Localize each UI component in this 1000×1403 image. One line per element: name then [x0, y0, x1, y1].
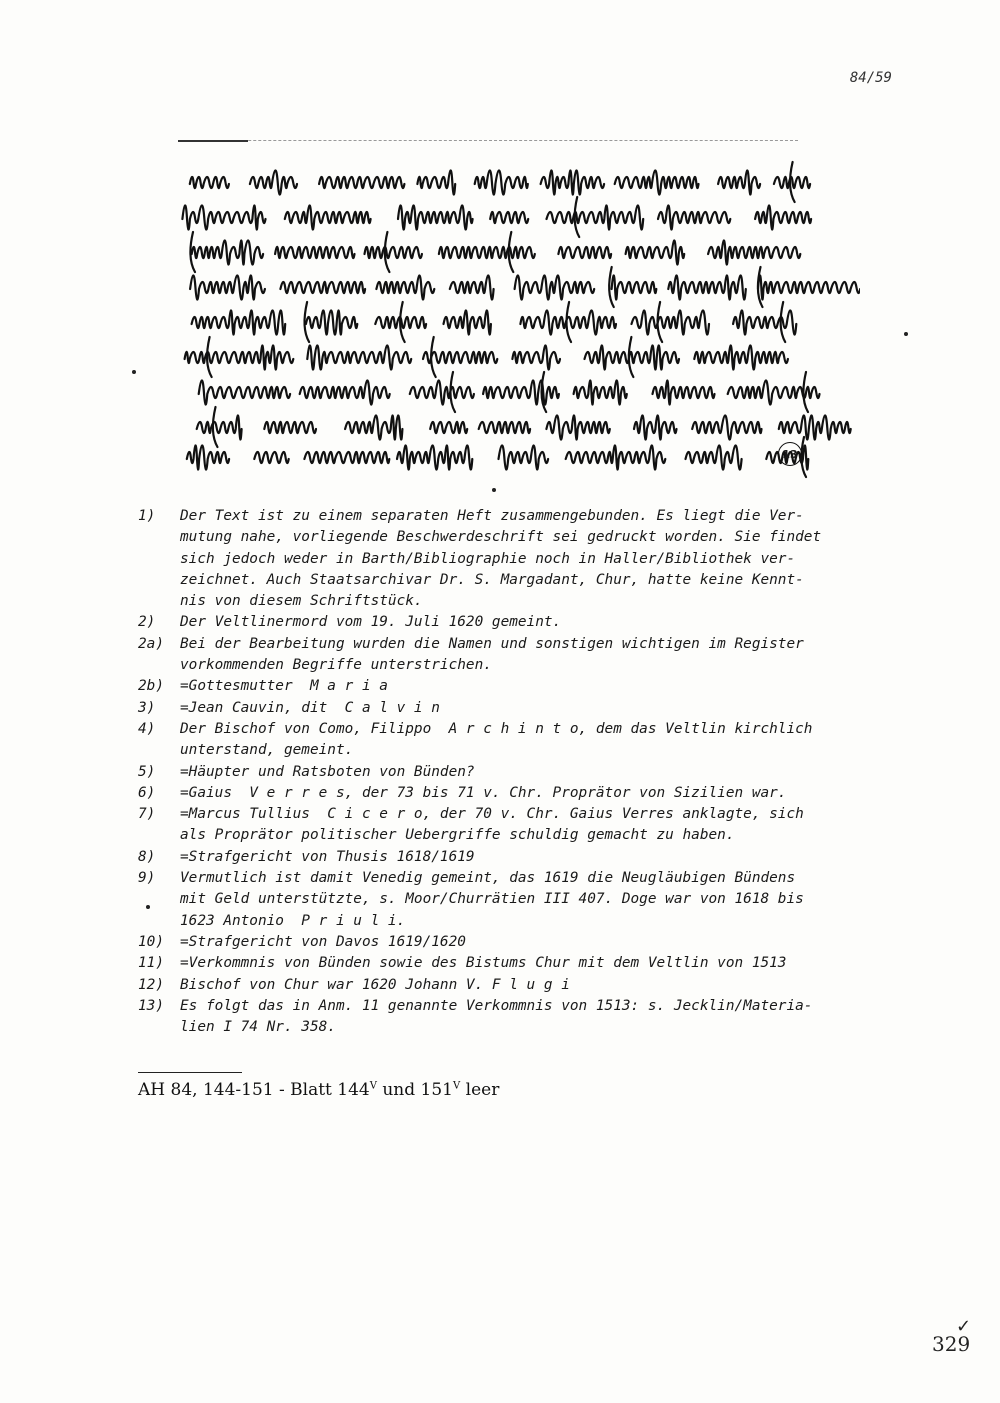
top-divider [178, 140, 798, 141]
handwritten-manuscript [160, 150, 860, 480]
handwritten-word [250, 170, 297, 194]
handwritten-word [280, 282, 365, 293]
footnote-line: zeichnet. Auch Staatsarchivar Dr. S. Margadant, Chur, hatte keine Kennt- [180, 571, 804, 588]
footnote-number: 1) [138, 508, 156, 524]
handwritten-word [444, 310, 491, 334]
footnote-text [180, 506, 938, 612]
footnote-line: =Verkommnis von Bünden sowie des Bistums Chur mit dem Veltlin von 1513 [180, 955, 787, 972]
footnote-line: Der Text ist zu einem separaten Heft zusammengebunden. Es liegt die Ver- [180, 508, 804, 524]
handwritten-word [275, 247, 354, 258]
footer-sup-1: V [369, 1080, 377, 1092]
footnote-number: 8) [138, 848, 156, 865]
footnote-line: mit Geld unterstützte, s. Moor/Churrätien III 407. Doge war von 1618 bis [180, 891, 804, 908]
footnote-number: 12) [138, 976, 164, 993]
footnote-item [138, 506, 938, 612]
footer-divider [138, 1072, 242, 1073]
handwritten-word [574, 380, 627, 404]
footnote-item [138, 953, 938, 974]
handwritten-word [376, 275, 434, 299]
footnote-text [180, 676, 938, 697]
page-number: 84/59 [849, 70, 892, 86]
footnote-item [138, 783, 938, 804]
footnote-line: Der Veltlinermord vom 19. Juli 1620 gemeint. [180, 614, 562, 631]
handwritten-word [410, 380, 474, 404]
handwritten-word [653, 380, 715, 404]
handwritten-word [475, 170, 528, 194]
handwritten-word [430, 422, 467, 433]
footnote-item [138, 698, 938, 719]
handwritten-word [541, 170, 605, 194]
check-mark: ✓ [956, 1316, 972, 1337]
footnote-line: =Gottesmutter M a r i a [180, 678, 388, 695]
footnote-text [180, 762, 938, 783]
handwritten-word [306, 310, 357, 334]
footnote-text [180, 634, 938, 677]
handwritten-word [182, 205, 265, 229]
handwritten-word [546, 415, 609, 439]
handwritten-word [483, 380, 559, 404]
footnote-item [138, 634, 938, 677]
handwritten-word [566, 445, 666, 469]
handwritten-word [668, 275, 746, 299]
footnote-text [180, 783, 938, 804]
handwritten-word [558, 247, 611, 258]
footnote-line: mutung nahe, vorliegende Beschwerdeschrift sei gedruckt worden. Sie findet [180, 529, 822, 546]
footer-sup-2: V [453, 1080, 461, 1092]
handwritten-word [490, 212, 528, 223]
handwritten-word [190, 177, 229, 188]
handwritten-word [190, 275, 265, 299]
footnote-item [138, 612, 938, 633]
footnote-line: Bei der Bearbeitung wurden die Namen und sonstigen wichtigen im Register [180, 635, 804, 652]
footnote-number: 9) [138, 870, 156, 887]
handwritten-word [547, 205, 644, 229]
handwritten-word [397, 445, 472, 469]
handwritten-word [585, 345, 680, 369]
footer-suffix: leer [460, 1080, 500, 1100]
footnote-line: als Proprätor politischer Uebergriffe schuldig gemacht zu haben. [180, 827, 735, 844]
footnote-line: Es folgt das in Anm. 11 genannte Verkommnis von 1513: s. Jecklin/Materia- [180, 997, 813, 1014]
handwritten-word [512, 345, 560, 369]
handwritten-word [686, 445, 742, 469]
footnote-line: 1623 Antonio P r i u l i. [180, 912, 406, 929]
handwritten-word [634, 415, 677, 439]
top-divider-accent [178, 140, 248, 142]
footnote-line: Der Bischof von Como, Filippo A r c h i n t o, dem das Veltlin kirchlich [180, 720, 813, 737]
handwritten-word [779, 415, 851, 439]
footnote-number: 4) [138, 720, 156, 737]
footnote-text [180, 868, 938, 932]
footnote-number: 2) [138, 614, 156, 631]
footnote-text [180, 975, 938, 996]
footnote-item [138, 804, 938, 847]
footnote-line: =Marcus Tullius C i c e r o, der 70 v. Chr. Gaius Verres anklagte, sich [180, 806, 804, 823]
footnote-text [180, 932, 938, 953]
handwritten-word [612, 275, 657, 299]
handwritten-word [439, 247, 535, 258]
footnote-text [180, 847, 938, 868]
footer-prefix: AH 84, 144-151 - Blatt 144 [138, 1080, 370, 1100]
footnote-line: unterstand, gemeint. [180, 742, 354, 759]
handwritten-word [755, 205, 811, 229]
speck [904, 332, 908, 336]
footnote-item [138, 847, 938, 868]
handwriting-drawing [160, 150, 860, 480]
handwritten-word [345, 415, 402, 439]
handwritten-word [285, 205, 371, 229]
handwritten-word [728, 380, 820, 404]
footnote-line: =Strafgericht von Davos 1619/1620 [180, 933, 466, 950]
footnotes-list [138, 506, 938, 1038]
footnote-text [180, 953, 938, 974]
handwritten-word [304, 452, 389, 463]
handwritten-word [423, 352, 497, 363]
footnote-number: 6) [138, 784, 156, 801]
handwritten-word [774, 177, 810, 188]
footnote-line: vorkommenden Begriffe unterstrichen. [180, 657, 492, 674]
handwritten-word [708, 240, 800, 264]
handwritten-page-mark: 329 [932, 1332, 971, 1356]
footnote-line: nis von diesem Schriftstück. [180, 593, 423, 610]
footnote-item [138, 719, 938, 762]
handwritten-word [319, 177, 404, 188]
handwritten-word [515, 275, 595, 299]
footnote-line: =Strafgericht von Thusis 1618/1619 [180, 848, 475, 865]
handwritten-word [185, 345, 294, 369]
handwritten-word [758, 275, 860, 299]
footnote-line: =Häupter und Ratsboten von Bünden? [180, 763, 475, 780]
speck [492, 488, 496, 492]
footnote-line: sich jedoch weder in Barth/Bibliographie noch in Haller/Bibliothek ver- [180, 550, 796, 567]
footnote-line: Vermutlich ist damit Venedig gemeint, das 1619 die Neugläubigen Bündens [180, 870, 796, 887]
handwritten-word [718, 170, 760, 194]
footnote-item [138, 762, 938, 783]
handwritten-word [300, 380, 390, 404]
handwritten-word [615, 170, 699, 194]
footnote-line: lien I 74 Nr. 358. [180, 1019, 336, 1036]
handwritten-word [479, 422, 530, 433]
handwritten-word [199, 380, 290, 404]
handwritten-word [192, 240, 263, 264]
footnote-item [138, 975, 938, 996]
footnote-line: =Gaius V e r r e s, der 73 bis 71 v. Chr. Proprätor von Sizilien war. [180, 784, 787, 801]
handwritten-word [365, 247, 422, 258]
footnote-item [138, 676, 938, 697]
handwritten-word [694, 345, 788, 369]
handwritten-word [197, 415, 242, 439]
handwritten-word [398, 205, 473, 229]
footnote-number: 2b) [138, 678, 164, 695]
footnote-number: 11) [138, 955, 164, 972]
archive-reference [138, 1080, 499, 1100]
footnote-item [138, 868, 938, 932]
footnote-number: 3) [138, 699, 156, 716]
handwritten-stroke [431, 337, 436, 377]
speck [132, 370, 136, 374]
handwritten-word [499, 445, 549, 469]
footnote-text [180, 719, 938, 762]
footnote-number: 10) [138, 933, 164, 950]
handwritten-word [254, 452, 288, 463]
handwritten-word [632, 310, 710, 334]
footer-middle: und 151 [376, 1080, 453, 1100]
footnote-text [180, 698, 938, 719]
handwritten-word [187, 445, 229, 469]
footnote-text [180, 612, 938, 633]
handwritten-word [192, 310, 286, 334]
footnote-number: 7) [138, 806, 156, 823]
footnote-line: =Jean Cauvin, dit C a l v i n [180, 699, 440, 716]
footnote-item [138, 932, 938, 953]
footnote-line: Bischof von Chur war 1620 Johann V. F l u g i [180, 976, 570, 993]
footnote-text [180, 804, 938, 847]
handwritten-word [658, 205, 730, 229]
note-13-circle: 13 [778, 442, 802, 466]
handwritten-word [307, 345, 411, 369]
handwritten-word [450, 275, 494, 299]
footnote-item [138, 996, 938, 1039]
handwritten-word [733, 310, 796, 334]
footnote-text [180, 996, 938, 1039]
handwritten-word [264, 422, 316, 433]
handwritten-word [626, 240, 685, 264]
footnote-number: 2a) [138, 635, 164, 652]
handwritten-word [417, 170, 455, 194]
footnote-number: 13) [138, 997, 164, 1014]
footnote-number: 5) [138, 763, 156, 780]
handwritten-word [692, 415, 761, 439]
